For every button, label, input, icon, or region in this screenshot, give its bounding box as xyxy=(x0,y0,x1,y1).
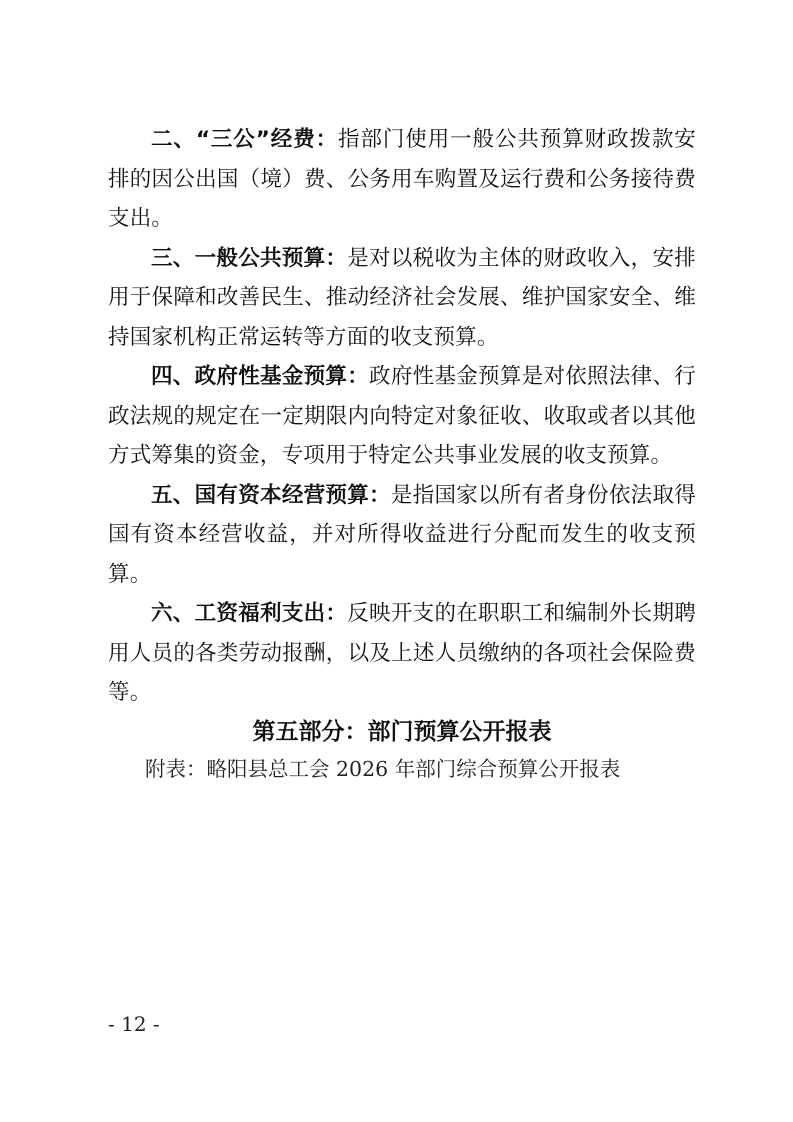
definition-paragraph xyxy=(108,357,696,476)
definition-text: 指部门使用一般公共预算财政拨款安排的因公出国（境）费、公务用车购置及运行费和公务接待费支出。 xyxy=(108,127,697,231)
section-heading: 第五部分：部门预算公开报表 xyxy=(252,717,552,745)
definition-term: 二、“三公”经费： xyxy=(151,127,339,152)
page-number: - 12 - xyxy=(108,1012,160,1036)
attachment-line: 附表：略阳县总工会 2026 年部门综合预算公开报表 xyxy=(145,756,621,781)
definition-term: 六、工资福利支出： xyxy=(151,601,348,626)
definition-text: 反映开支的在职职工和编制外长期聘用人员的各类劳动报酬，以及上述人员缴纳的各项社会保险费等。 xyxy=(108,601,696,705)
definition-paragraph xyxy=(108,120,696,239)
page-body xyxy=(108,120,696,788)
definition-paragraph xyxy=(108,239,696,358)
definition-term: 三、一般公共预算： xyxy=(151,245,348,271)
definition-text: 是指国家以所有者身份依法取得国有资本经营收益，并对所得收益进行分配而发生的收支预算。 xyxy=(108,482,696,587)
definition-paragraph xyxy=(108,476,696,595)
definition-term: 五、国有资本经营预算： xyxy=(151,482,391,508)
definition-paragraph xyxy=(108,594,696,713)
definition-term: 四、政府性基金预算： xyxy=(151,364,370,389)
definition-text: 是对以税收为主体的财政收入，安排用于保障和改善民生、推动经济社会发展、维护国家安全、维持国家机构正常运转等方面的收支预算。 xyxy=(108,245,696,350)
definition-text: 政府性基金预算是对依照法律、行政法规的规定在一定期限内向特定对象征收、收取或者以其他方式筹集的资金，专项用于特定公共事业发展的收支预算。 xyxy=(108,364,696,468)
